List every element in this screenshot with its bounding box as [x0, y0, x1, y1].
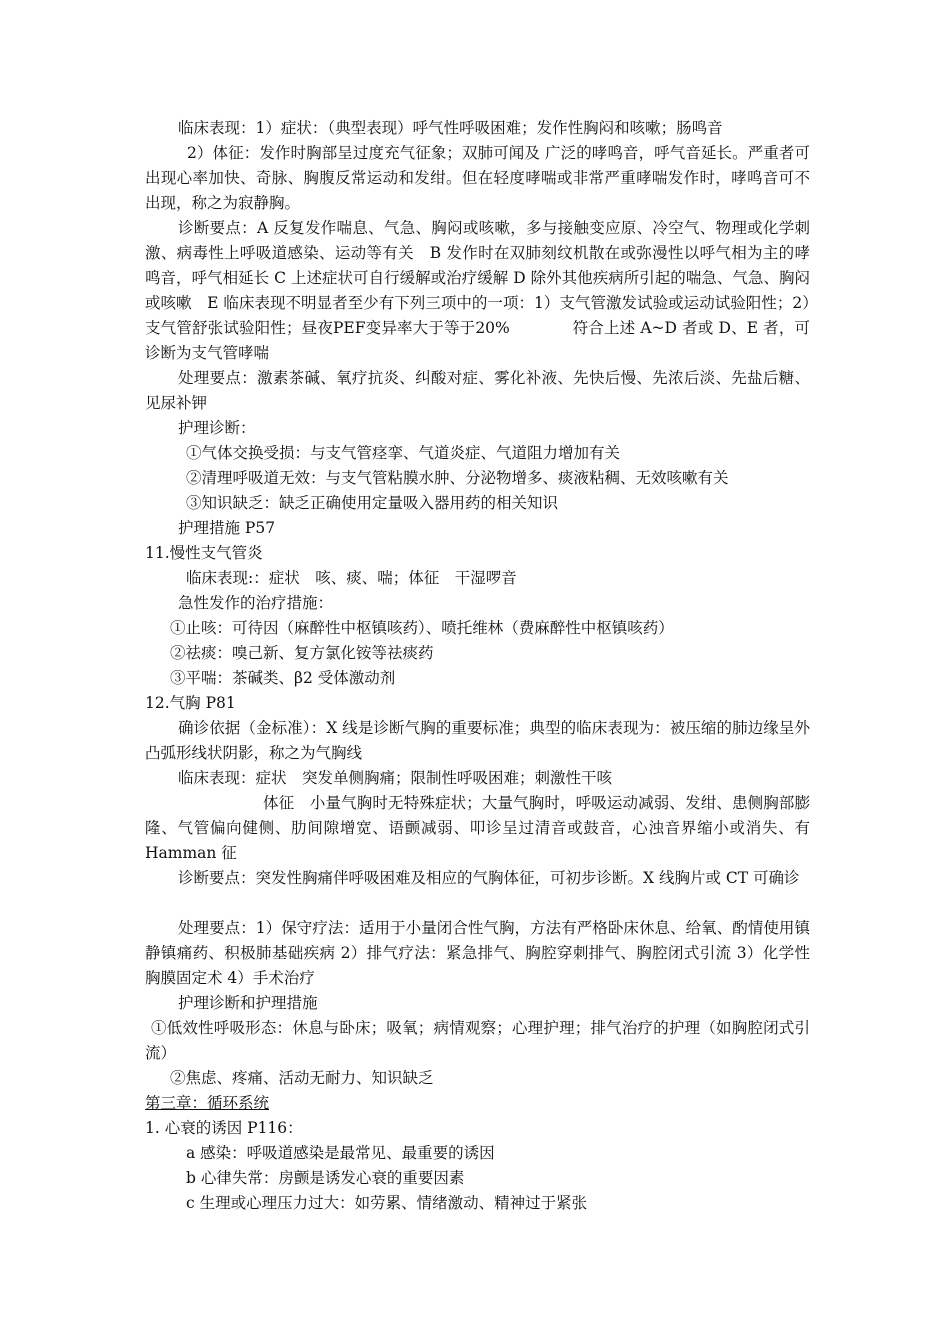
nursing-measures: 护理措施 P57 [178, 519, 276, 537]
bronchitis-treatment-item: ②祛痰：嗅己新、复方氯化铵等祛痰药 [170, 644, 434, 662]
pneumothorax-confirm: 确诊依据（金标准）：X 线是诊断气胸的重要标准；典型的临床表现为：被压缩的肺边缘呈外凸弧形线状阴影，称之为气胸线 [145, 719, 810, 762]
heart-failure-cause-item: a 感染：呼吸道感染是最常见、最重要的诱因 [186, 1144, 495, 1162]
bronchitis-treatment-item: ③平喘：茶碱类、β2 受体激动剂 [170, 669, 396, 687]
pneumothorax-nursing-item: ②焦虑、疼痛、活动无耐力、知识缺乏 [170, 1069, 434, 1087]
nursing-diagnosis-item: ③知识缺乏：缺乏正确使用定量吸入器用药的相关知识 [186, 494, 559, 512]
section-title-pneumothorax: 12.气胸 P81 [145, 694, 236, 712]
nursing-diagnosis-title: 护理诊断： [178, 419, 256, 437]
bronchitis-treatment-item: ①止咳：可待因（麻醉性中枢镇咳药）、喷托维林（费麻醉性中枢镇咳药） [170, 619, 674, 637]
pneumothorax-diagnosis: 诊断要点：突发性胸痛伴呼吸困难及相应的气胸体征，可初步诊断。X 线胸片或 CT 可确诊 [178, 869, 800, 887]
pneumothorax-nursing-title: 护理诊断和护理措施 [178, 994, 318, 1012]
heart-failure-cause-item: b 心律失常：房颤是诱发心衰的重要因素 [186, 1169, 465, 1187]
nursing-diagnosis-item: ②清理呼吸道无效：与支气管粘膜水肿、分泌物增多、痰液粘稠、无效咳嗽有关 [186, 469, 729, 487]
section-title-bronchitis: 11.慢性支气管炎 [145, 544, 263, 562]
section-title-heart-failure: 1. 心衰的诱因 P116： [145, 1119, 303, 1137]
asthma-diagnosis: 诊断要点：A 反复发作喘息、气急、胸闷或咳嗽，多与接触变应原、冷空气、物理或化学刺激、病毒性上呼吸道感染、运动等有关 B 发作时在双肺刻纹机散在或弥漫性以呼气相为主的哮鸣音，呼气相延长 C 上述症状可自行缓解或治疗缓解 D 除外其他疾病所引起的喘急、气急、胸闷或咳嗽 E 临床表现不明显者至少有下列三项中的一项：1）支气管激发试验或运动试验阳性；2）支气管舒张试验阳性；昼夜PEF变异率大于等于20% 符合上述 A~D 者或 D、E 者，可诊断为支气管哮喘 [145, 219, 810, 362]
nursing-diagnosis-item: ①气体交换受损：与支气管痉挛、气道炎症、气道阻力增加有关 [186, 444, 621, 462]
bronchitis-clinical: 临床表现:：症状 咳、痰、喘；体征 干湿啰音 [186, 569, 517, 587]
heart-failure-cause-item: c 生理或心理压力过大：如劳累、情绪激动、精神过于紧张 [186, 1194, 588, 1212]
asthma-treatment: 处理要点：激素茶碱、氧疗抗炎、纠酸对症、雾化补液、先快后慢、先浓后淡、先盐后糖、见尿补钾 [145, 369, 810, 412]
chapter-title: 第三章：循环系统 [145, 1094, 270, 1112]
asthma-clinical: 临床表现：1）症状：（典型表现）呼气性呼吸困难；发作性胸闷和咳嗽；肠鸣音 [178, 119, 723, 137]
pneumothorax-nursing-item: ①低效性呼吸形态：休息与卧床；吸氧；病情观察；心理护理；排气治疗的护理（如胸腔闭式引流） [145, 1019, 810, 1062]
pneumothorax-clinical: 临床表现：症状 突发单侧胸痛；限制性呼吸困难；刺激性干咳 [178, 769, 613, 787]
bronchitis-acute-title: 急性发作的治疗措施： [178, 594, 334, 612]
pneumothorax-treatment: 处理要点：1）保守疗法：适用于小量闭合性气胸，方法有严格卧床休息、给氧、酌情使用镇静镇痛药、积极肺基础疾病 2）排气疗法：紧急排气、胸腔穿刺排气、胸腔闭式引流 3）化学性胸膜固定术 4）手术治疗 [145, 919, 810, 987]
pneumothorax-signs: 体征 小量气胸时无特殊症状；大量气胸时，呼吸运动减弱、发绀、患侧胸部膨隆、气管偏向健侧、肋间隙增宽、语颤减弱、叩诊呈过清音或鼓音，心浊音界缩小或消失、有 Hamman 征 [145, 794, 810, 862]
asthma-signs: 2）体征：发作时胸部呈过度充气征象；双肺可闻及 广泛的哮鸣音，呼气音延长。严重者可出现心率加快、奇脉、胸腹反常运动和发绀。但在轻度哮喘或非常严重哮喘发作时，哮鸣音可不出现，称之为寂静胸。 [145, 144, 810, 212]
